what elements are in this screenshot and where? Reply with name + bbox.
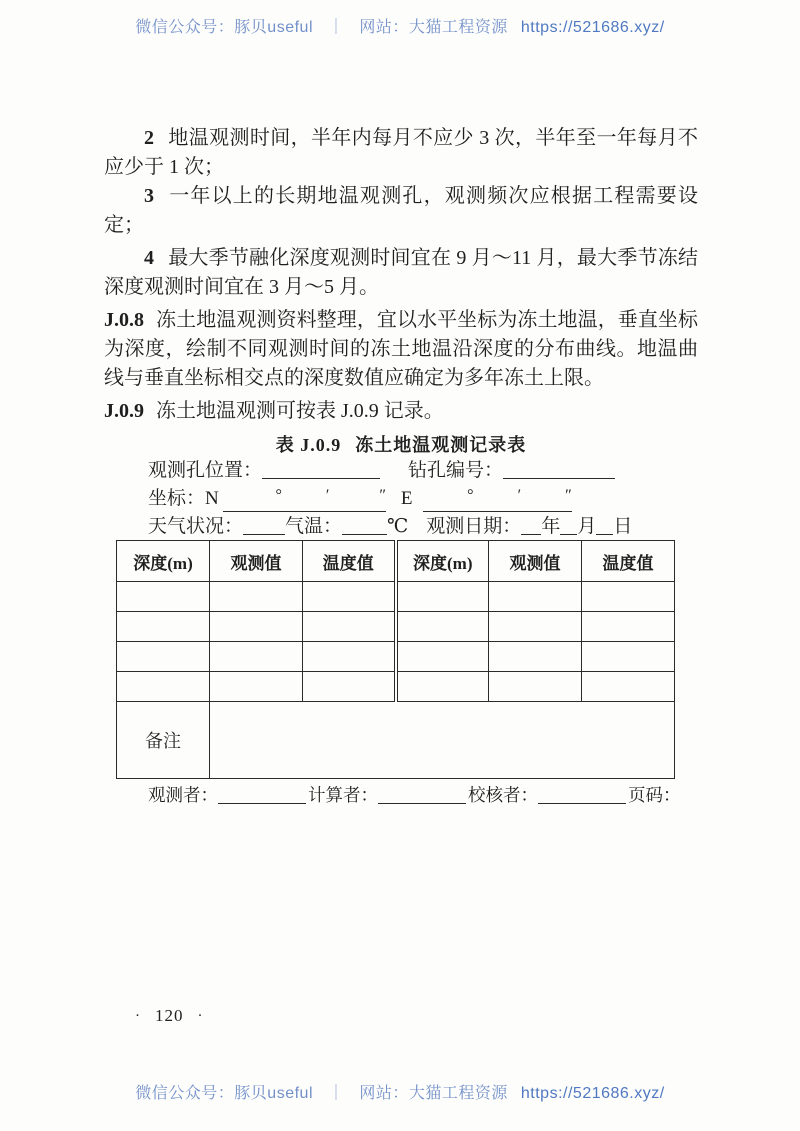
table-cell xyxy=(117,582,210,612)
watermark-separator: ｜ xyxy=(327,19,345,36)
header-temperature-left: 温度值 xyxy=(303,541,396,582)
hole-location-blank-field xyxy=(262,461,380,479)
degree-symbol: ° xyxy=(275,487,282,504)
table-row xyxy=(117,582,675,612)
table-title xyxy=(104,431,698,457)
table-cell xyxy=(117,672,210,702)
observer-label: 观测者： xyxy=(148,785,218,805)
item-text: 地温观测时间，半年内每月不应少 3 次，半年至一年每月不应少于 1 次； xyxy=(104,127,698,178)
table-title-prefix: 表 J.0.9 xyxy=(275,435,342,455)
watermark-footer xyxy=(0,1080,800,1103)
table-footer-signatures xyxy=(148,782,708,807)
note-body-cell xyxy=(210,702,675,779)
air-temp-label: 气温： xyxy=(285,516,343,537)
table-header-row xyxy=(117,541,675,582)
calculator-label: 计算者： xyxy=(308,785,378,805)
air-temp-blank-field xyxy=(342,517,387,535)
north-coordinate-blank-field xyxy=(223,487,387,512)
item-number: 2 xyxy=(144,127,154,149)
table-row xyxy=(117,642,675,672)
clause-text: 冻土地温观测资料整理，宜以水平坐标为冻土地温，垂直坐标为深度，绘制不同观测时间的冻土地温沿深度的分布曲线。地温曲线与垂直坐标相交点的深度数值应确定为多年冻土上限。 xyxy=(104,309,698,389)
numbered-item-2 xyxy=(104,124,698,182)
hole-number-label: 钻孔编号： xyxy=(408,460,504,481)
day-label: 日 xyxy=(613,516,633,537)
form-line-hole xyxy=(148,455,688,483)
observer-blank-field xyxy=(218,788,306,804)
form-line-weather-date xyxy=(148,511,688,539)
table-cell xyxy=(210,582,303,612)
item-text: 最大季节融化深度观测时间宜在 9 月～11 月，最大季节冻结深度观测时间宜在 3 月～5 月。 xyxy=(104,247,698,298)
watermark-separator: ｜ xyxy=(327,1085,345,1102)
table-cell xyxy=(489,672,582,702)
table-cell xyxy=(210,612,303,642)
numbered-item-4 xyxy=(104,244,698,302)
header-temperature-right: 温度值 xyxy=(582,541,675,582)
watermark-account: 微信公众号：豚贝useful xyxy=(135,19,313,36)
month-label: 月 xyxy=(577,516,597,537)
second-symbol: ″ xyxy=(565,487,572,504)
watermark-url: https://521686.xyz/ xyxy=(520,1085,665,1102)
table-note-row xyxy=(117,702,675,779)
month-blank-field xyxy=(560,517,577,535)
hole-location-label: 观测孔位置： xyxy=(148,460,263,481)
note-label-cell: 备注 xyxy=(117,702,210,779)
record-form-header xyxy=(148,455,688,539)
table-row xyxy=(117,612,675,642)
watermark-header xyxy=(0,14,800,37)
table-cell xyxy=(582,612,675,642)
east-coordinate-label: E xyxy=(400,488,413,509)
table-cell xyxy=(210,642,303,672)
table-cell xyxy=(396,582,489,612)
table-cell xyxy=(582,582,675,612)
hole-number-blank-field xyxy=(503,461,615,479)
table-cell xyxy=(117,642,210,672)
year-blank-field xyxy=(521,517,541,535)
page-number-dot-right: · xyxy=(197,1008,204,1024)
watermark-account: 微信公众号：豚贝useful xyxy=(135,1085,313,1102)
year-label: 年 xyxy=(541,516,561,537)
clause-J-0-9 xyxy=(104,397,698,426)
date-label: 观测日期： xyxy=(426,516,522,537)
header-depth-right: 深度(m) xyxy=(396,541,489,582)
form-line-coordinates xyxy=(148,483,688,511)
checker-label: 校核者： xyxy=(468,785,538,805)
table-row xyxy=(117,672,675,702)
table-cell xyxy=(303,582,396,612)
table-cell xyxy=(489,582,582,612)
second-symbol: ″ xyxy=(379,487,387,504)
watermark-site: 网站：大猫工程资源 xyxy=(359,19,508,36)
weather-label: 天气状况： xyxy=(148,516,244,537)
minute-symbol: ′ xyxy=(517,487,522,504)
clause-number: J.0.9 xyxy=(104,400,144,422)
table-cell xyxy=(303,672,396,702)
table-cell xyxy=(582,642,675,672)
page-number-value: 120 xyxy=(155,1006,184,1025)
temp-unit-label: ℃ xyxy=(387,516,409,537)
item-number: 4 xyxy=(144,247,154,269)
table-cell xyxy=(117,612,210,642)
minute-symbol: ′ xyxy=(325,487,330,504)
table-cell xyxy=(303,612,396,642)
table-title-main: 冻土地温观测记录表 xyxy=(355,435,527,455)
header-observed-right: 观测值 xyxy=(489,541,582,582)
table-cell xyxy=(396,672,489,702)
checker-blank-field xyxy=(538,788,626,804)
watermark-site: 网站：大猫工程资源 xyxy=(359,1085,508,1102)
page-number xyxy=(128,1006,211,1026)
header-observed-left: 观测值 xyxy=(210,541,303,582)
clause-number: J.0.8 xyxy=(104,309,144,331)
weather-blank-field xyxy=(243,517,285,535)
watermark-url: https://521686.xyz/ xyxy=(520,19,665,36)
page-number-dot-left: · xyxy=(135,1008,141,1024)
clause-text: 冻土地温观测可按表 J.0.9 记录。 xyxy=(156,400,444,422)
table-cell xyxy=(489,612,582,642)
body-text xyxy=(104,124,698,426)
table-cell xyxy=(210,672,303,702)
header-depth-left: 深度(m) xyxy=(117,541,210,582)
table-cell xyxy=(303,642,396,672)
table-cell xyxy=(582,672,675,702)
east-coordinate-blank-field xyxy=(423,487,572,512)
page-code-label: 页码： xyxy=(628,785,681,805)
numbered-item-3 xyxy=(104,182,698,240)
record-table xyxy=(116,540,675,779)
table-cell xyxy=(396,642,489,672)
calculator-blank-field xyxy=(378,788,466,804)
table-cell xyxy=(489,642,582,672)
item-number: 3 xyxy=(144,185,154,207)
table-cell xyxy=(396,612,489,642)
item-text: 一年以上的长期地温观测孔，观测频次应根据工程需要设定； xyxy=(104,185,698,236)
degree-symbol: ° xyxy=(467,487,474,504)
coordinate-label: 坐标：N xyxy=(148,488,219,509)
clause-J-0-8 xyxy=(104,306,698,393)
day-blank-field xyxy=(596,517,613,535)
